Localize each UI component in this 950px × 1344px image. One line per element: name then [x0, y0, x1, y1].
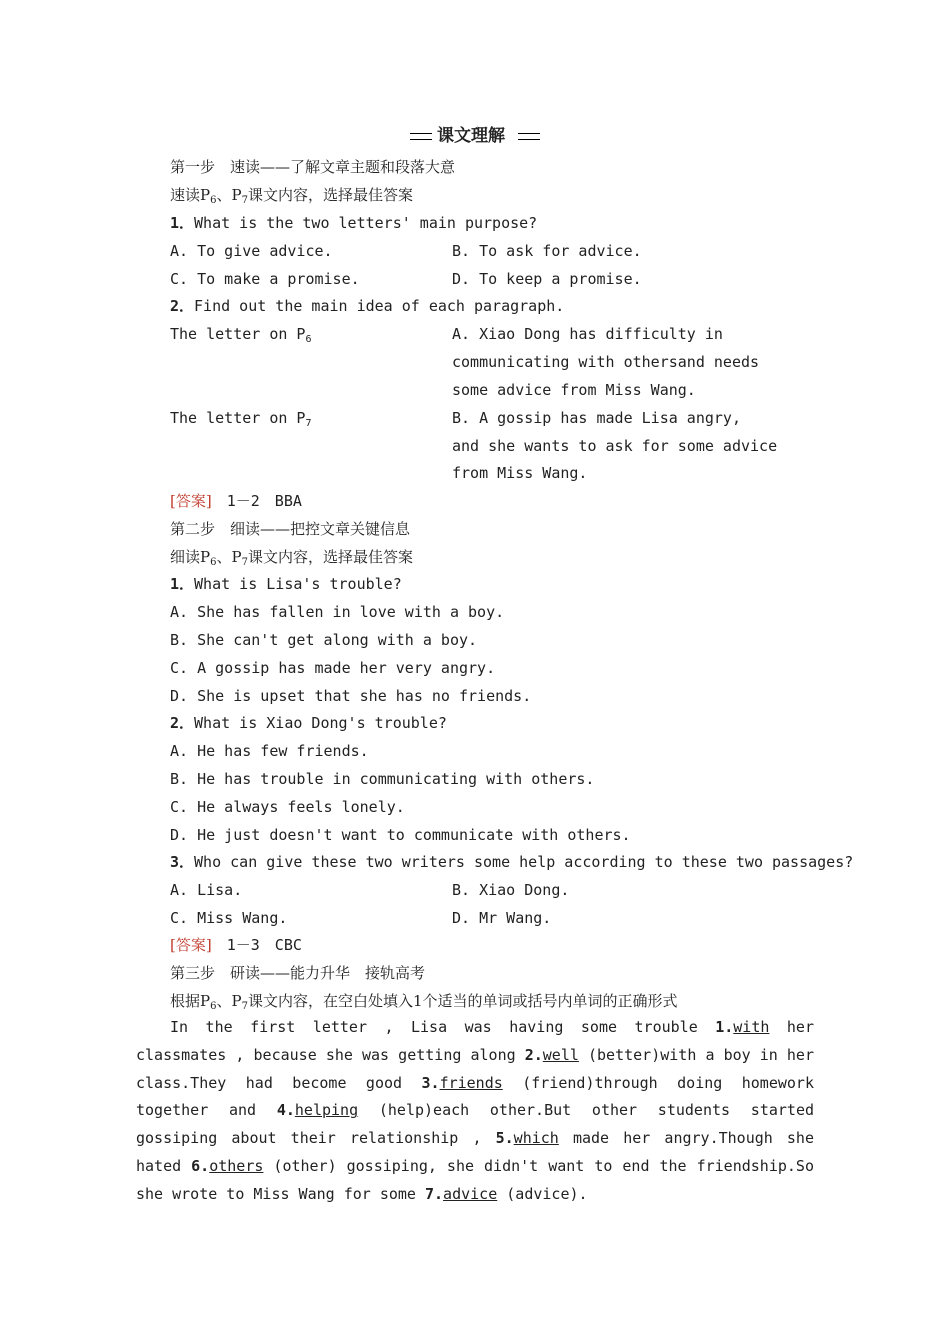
blank-answer: friends — [439, 1073, 503, 1092]
step3-instruction: 根据$P_6$、$P_7$课文内容，在空白处填入1个适当的单词或括号内单词的正确形式 — [170, 992, 678, 1012]
option-a: A. Lisa. — [170, 881, 243, 899]
step1-answer: [答案] 1－2 BBA — [170, 492, 302, 510]
match-a-line3: some advice from Miss Wang. — [452, 381, 696, 399]
section-title: 课文理解 — [437, 126, 505, 146]
match-b-line1: B. A gossip has made Lisa angry, — [452, 409, 741, 427]
question-2: 2．What is Xiao Dong's trouble? — [170, 714, 447, 732]
match-a-line2: communicating with othersand needs — [452, 353, 760, 371]
letter-p7-label: The letter on $P_7$ — [170, 409, 312, 429]
blank-answer: well — [542, 1045, 579, 1064]
option-b: B. He has trouble in communicating with others. — [170, 770, 595, 788]
option-d: D. He just doesn't want to communicate with others. — [170, 826, 631, 844]
cloze-passage: In the first letter , Lisa was having some trouble 1.with her classmates , because she was getting along 2.well (better)with a boy in her class.They had become good 3.friends (friend)through doing homework together and 4.helping (help)each other.But other students started gossiping about their relationship , 5.which made her angry.Though she hated 6.others (other) gossiping, she didn't want to end the friendship.So she wrote to Miss Wang for some 7.advice (advice). — [136, 1018, 815, 1203]
step1-instruction: 速读$P_6$、$P_7$课文内容，选择最佳答案 — [170, 186, 413, 206]
option-b: B. To ask for advice. — [452, 242, 642, 260]
option-d: D. To keep a promise. — [452, 270, 642, 288]
letter-p6-label: The letter on $P_6$ — [170, 325, 312, 345]
question-3: 3．Who can give these two writers some help according to these two passages? — [170, 853, 854, 871]
question-1: 1．What is Lisa's trouble? — [170, 575, 402, 593]
option-a: A. To give advice. — [170, 242, 333, 260]
blank-answer: which — [513, 1129, 559, 1148]
option-d: D. Mr Wang. — [452, 909, 552, 927]
section-header — [410, 124, 540, 148]
header-right-bar — [518, 133, 540, 140]
question-1: 1．What is the two letters' main purpose? — [170, 214, 538, 232]
option-c: C. Miss Wang. — [170, 909, 288, 927]
match-b-line2: and she wants to ask for some advice — [452, 437, 778, 455]
step3-title: 第三步 研读——能力升华 接轨高考 — [170, 964, 426, 982]
step2-instruction: 细读$P_6$、$P_7$课文内容，选择最佳答案 — [170, 548, 413, 568]
option-a: A. He has few friends. — [170, 742, 369, 760]
step1-title: 第一步 速读——了解文章主题和段落大意 — [170, 158, 456, 176]
option-b: B. Xiao Dong. — [452, 881, 570, 899]
step2-answer: [答案] 1－3 CBC — [170, 936, 302, 954]
option-d: D. She is upset that she has no friends. — [170, 687, 532, 705]
answer-tag: [答案] — [170, 492, 212, 510]
blank-answer: advice — [443, 1184, 498, 1203]
option-c: C. He always feels lonely. — [170, 798, 405, 816]
option-c: C. A gossip has made her very angry. — [170, 659, 496, 677]
option-a: A. She has fallen in love with a boy. — [170, 603, 505, 621]
blank-answer: with — [733, 1018, 770, 1036]
step2-title: 第二步 细读——把控文章关键信息 — [170, 520, 411, 538]
match-a-line1: A. Xiao Dong has difficulty in — [452, 325, 723, 343]
question-2: 2．Find out the main idea of each paragraph. — [170, 297, 565, 315]
match-b-line3: from Miss Wang. — [452, 464, 588, 482]
answer-tag: [答案] — [170, 936, 212, 954]
blank-answer: helping — [294, 1101, 359, 1120]
option-b: B. She can't get along with a boy. — [170, 631, 478, 649]
header-left-bar — [410, 133, 432, 140]
blank-answer: others — [209, 1156, 264, 1175]
option-c: C. To make a promise. — [170, 270, 360, 288]
